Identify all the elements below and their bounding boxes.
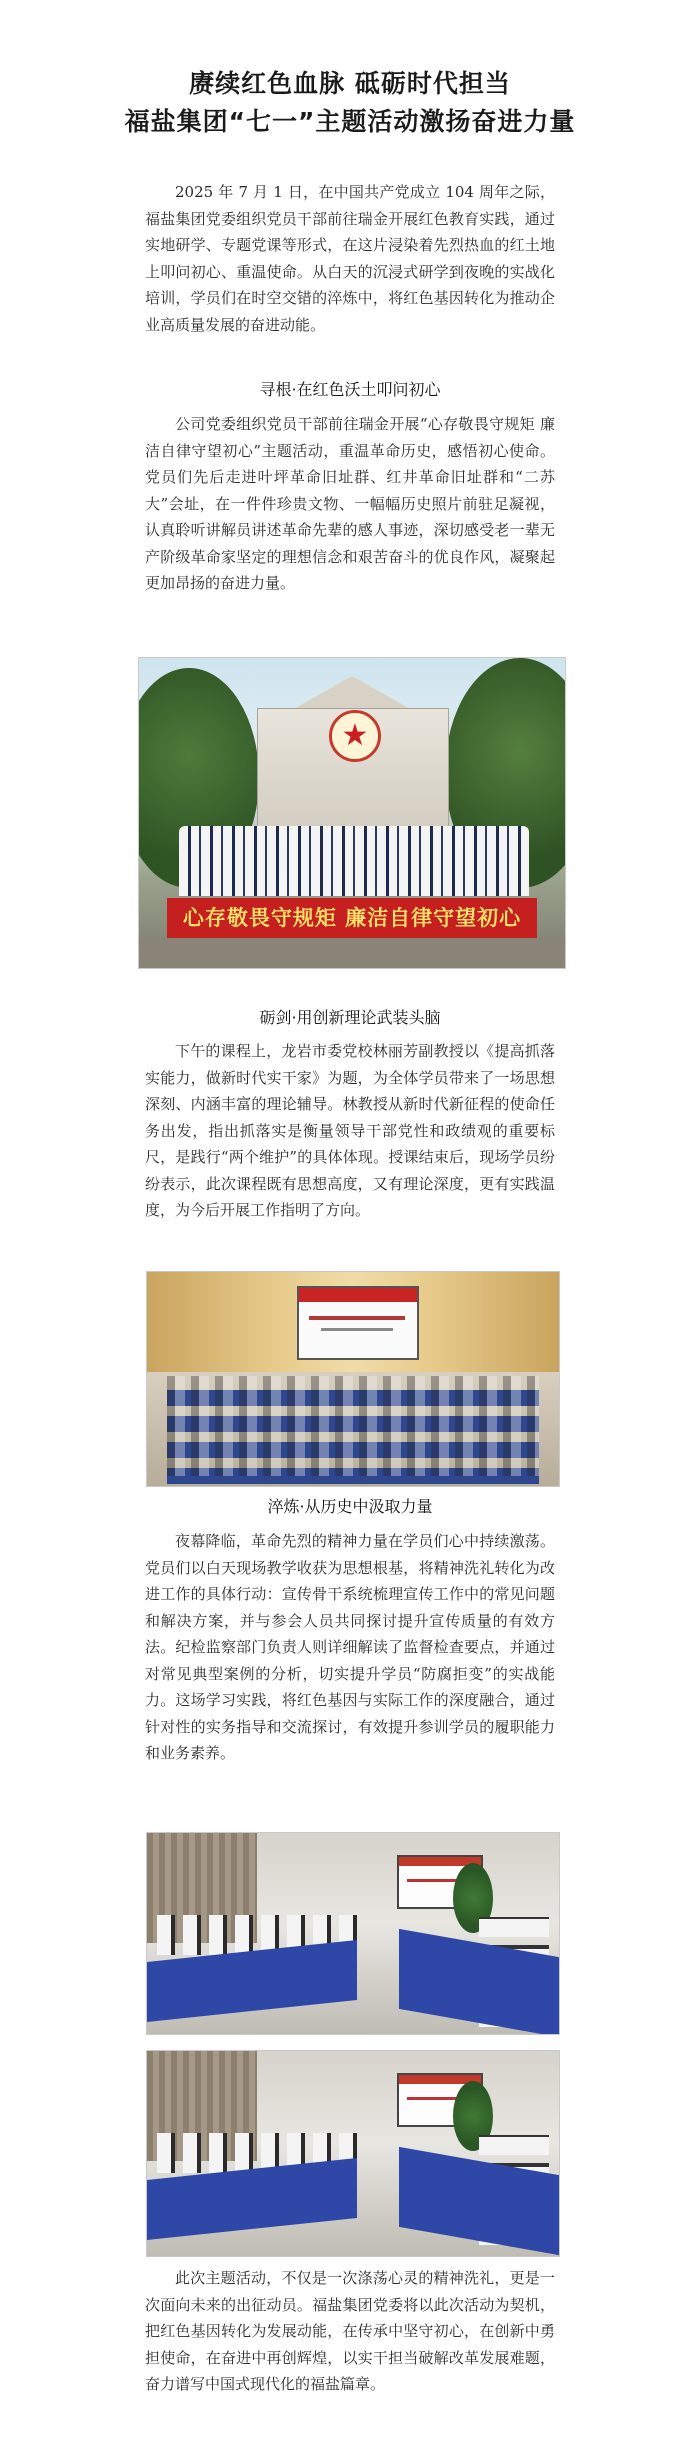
group-of-people xyxy=(179,826,529,896)
section1-heading: 寻根·在红色沃土叩问初心 xyxy=(259,380,441,399)
meeting-room-photo-2 xyxy=(146,2050,560,2257)
screen-banner xyxy=(299,1288,417,1302)
article-title-line2: 福盐集团“七一”主题活动激扬奋进力量 xyxy=(124,107,576,136)
ground xyxy=(139,938,565,968)
section2-text: 下午的课程上，龙岩市委党校林丽芳副教授以《提高抓落实能力，做新时代实干家》为题，为全体学员带来了一场思想深刻、内涵丰富的理论辅导。林教授从新时代新征程的使命任务出发，指出抓落实是衡量领导干部党性和政绩观的重要标尺，是践行“两个维护”的具体体现。授课结束后，现场学员纷纷表示，此次课程既有思想高度，又有理论深度，更有实践温度，为今后开展工作指明了方向。 xyxy=(145,1042,555,1219)
section1-text: 公司党委组织党员干部前往瑞金开展“心存敬畏守规矩 廉洁自律守望初心”主题活动，重温革命历史，感悟初心使命。党员们先后走进叶坪革命旧址群、红井革命旧址群和“二苏大”会址，在一件件珍贵文物、一幅幅历史照片前驻足凝视，认真聆听讲解员讲述革命先辈的感人事迹，深切感受老一辈无产阶级革命家坚定的理想信念和艰苦奋斗的优良作风，凝聚起更加昂扬的奋进力量。 xyxy=(145,415,555,592)
projection-screen xyxy=(297,1286,419,1360)
meeting-room-photo-1 xyxy=(146,1832,560,2035)
article-title-line1: 赓续红色血脉 砥砺时代担当 xyxy=(189,69,511,98)
section3-heading: 淬炼·从历史中汲取力量 xyxy=(267,1497,433,1516)
photo-banner: 心存敬畏守规矩 廉洁自律守望初心 xyxy=(167,898,537,938)
section3-paragraph xyxy=(145,1528,555,1767)
intro-paragraph xyxy=(145,179,555,338)
audience xyxy=(167,1376,539,1476)
screen-subtitle-line xyxy=(321,1328,393,1331)
hall-gable xyxy=(292,676,412,710)
section3-text: 夜幕降临，革命先烈的精神力量在学员们心中持续激荡。党员们以白天现场教学收获为思想根基，将精神洗礼转化为改进工作的具体行动：宣传骨干系统梳理宣传工作中的常见问题和解决方案，并与参会人员共同探讨提升宣传质量的有效方法。纪检监察部门负责人则详细解读了监督检查要点，并通过对常见典型案例的分析，切实提升学员“防腐拒变”的实战能力。这场学习实践，将红色基因与实际工作的深度融合，通过针对性的实务指导和交流探讨，有效提升参训学员的履职能力和业务素养。 xyxy=(145,1532,555,1762)
red-star-icon: ★ xyxy=(329,710,381,762)
intro-text: 2025 年 7 月 1 日，在中国共产党成立 104 周年之际，福盐集团党委组织党员干部前往瑞金开展红色教育实践，通过实地研学、专题党课等形式，在这片浸染着先烈热血的红土地上叩问初心、重温使命。从白天的沉浸式研学到夜晚的实战化培训，学员们在时空交错的淬炼中，将红色基因转化为推动企业高质量发展的奋进动能。 xyxy=(145,183,555,334)
section1-paragraph xyxy=(145,411,555,597)
closing-text: 此次主题活动，不仅是一次涤荡心灵的精神洗礼，更是一次面向未来的出征动员。福盐集团党委将以此次活动为契机，把红色基因转化为发展动能，在传承中坚守初心，在创新中勇担使命，在奋进中再创辉煌，以实干担当破解改革发展难题，奋力谱写中国式现代化的福盐篇章。 xyxy=(145,2269,555,2393)
screen-title-line xyxy=(309,1316,405,1320)
lecture-hall-photo xyxy=(146,1271,560,1487)
section2-heading: 砺剑·用创新理论武装头脑 xyxy=(259,1008,441,1027)
closing-paragraph xyxy=(145,2265,555,2398)
section2-paragraph xyxy=(145,1038,555,1224)
memorial-hall-photo xyxy=(138,657,566,969)
